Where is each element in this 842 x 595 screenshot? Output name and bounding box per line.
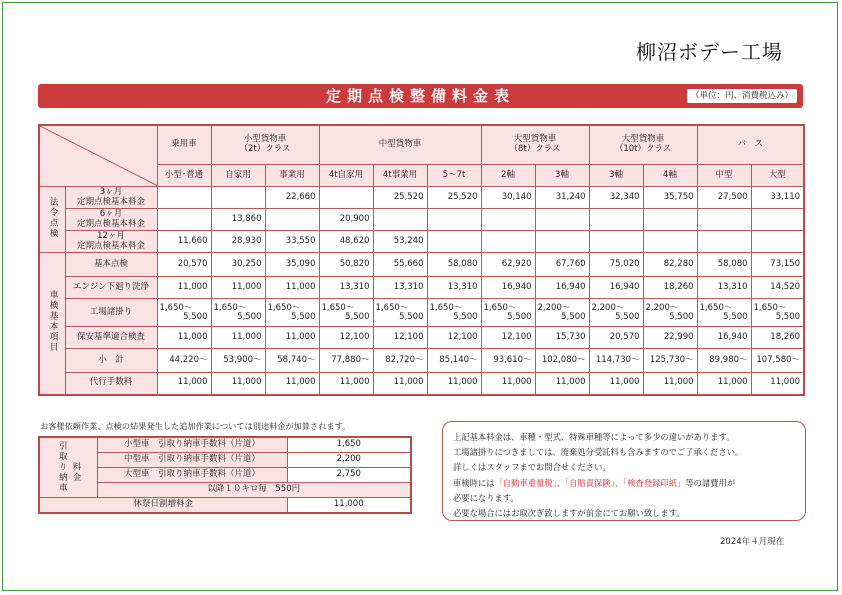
value-cell: 18,260 xyxy=(643,277,697,299)
value-cell xyxy=(481,209,535,231)
value-cell xyxy=(643,299,697,327)
value-cell: 16,940 xyxy=(535,277,589,299)
table-row xyxy=(39,231,804,253)
range-part: 2,200～ xyxy=(645,302,679,313)
header-large-8t-l1: 大型貨物車 xyxy=(513,134,557,145)
value-cell: 15,730 xyxy=(535,327,589,349)
value-cell: 11,000 xyxy=(535,373,589,395)
note-text: 等の諸費用が xyxy=(685,477,736,488)
value-cell xyxy=(751,209,804,231)
value-cell xyxy=(589,231,643,253)
value-cell: 44,220～ xyxy=(157,349,211,373)
value-cell: 18,260 xyxy=(751,327,804,349)
value-cell: 62,920 xyxy=(481,253,535,277)
value-cell: 14,520 xyxy=(751,277,804,299)
value-cell xyxy=(697,299,751,327)
fee-side-label-1: 引取り納車 xyxy=(57,441,68,494)
value-cell: 20,570 xyxy=(157,253,211,277)
value-cell: 20,900 xyxy=(319,209,373,231)
value-cell: 11,000 xyxy=(265,373,319,395)
fee-side-label-2: 料金 xyxy=(71,461,82,483)
row-label-line: 6ヶ月 xyxy=(99,209,123,220)
range-part: 5,500 xyxy=(669,311,694,322)
range-part: 2,200～ xyxy=(537,302,571,313)
header-passenger: 乗用車 xyxy=(157,125,211,164)
value-cell: 25,520 xyxy=(373,187,427,209)
value-cell: 22,660 xyxy=(265,187,319,209)
range-part: 5,500 xyxy=(723,311,748,322)
fee-extra: 以降１０キロ毎 550円 xyxy=(97,482,411,497)
value-cell: 16,940 xyxy=(481,277,535,299)
value-cell: 102,080～ xyxy=(535,349,589,373)
value-cell: 13,860 xyxy=(211,209,265,231)
subheader-cell: 4軸 xyxy=(643,164,697,186)
unit-note: （単位：円、消費税込み） xyxy=(687,89,797,103)
value-cell: 12,100 xyxy=(427,327,481,349)
subheader-cell: 自家用 xyxy=(211,164,265,186)
group-label-shaken-text: 車検基本項目 xyxy=(48,289,59,353)
value-cell xyxy=(265,209,319,231)
range-part: 1,650～ xyxy=(213,302,247,313)
row-label-line: 定期点検基本料金 xyxy=(76,240,145,251)
value-cell xyxy=(535,299,589,327)
subheader-cell: 小型･普通 xyxy=(157,164,211,186)
value-cell: 31,240 xyxy=(535,187,589,209)
note-line: 詳しくはスタッフまでお問合せください。 xyxy=(453,462,611,473)
value-cell: 11,000 xyxy=(265,277,319,299)
range-part: 1,650～ xyxy=(375,302,409,313)
value-cell xyxy=(373,299,427,327)
value-cell: 13,310 xyxy=(427,277,481,299)
value-cell: 53,900～ xyxy=(211,349,265,373)
range-part: 5,500 xyxy=(561,311,586,322)
value-cell: 85,140～ xyxy=(427,349,481,373)
value-cell: 75,020 xyxy=(589,253,643,277)
group-label-shaken xyxy=(39,253,65,395)
row-label-line: 3ヶ月 xyxy=(99,187,123,198)
shaken-section xyxy=(39,253,804,395)
range-part: 1,650～ xyxy=(753,302,787,313)
value-cell xyxy=(535,231,589,253)
range-part: 1,650～ xyxy=(699,302,733,313)
date-label: 2024年４月現在 xyxy=(720,537,785,547)
table-row xyxy=(39,277,804,299)
range-part: 2,200～ xyxy=(591,302,625,313)
value-cell xyxy=(211,299,265,327)
value-cell xyxy=(589,299,643,327)
table-corner-cell xyxy=(39,125,157,187)
title-bar xyxy=(38,84,803,108)
range-part: 1,650～ xyxy=(321,302,355,313)
value-cell: 16,940 xyxy=(589,277,643,299)
fee-row-label: 小型車 引取り納車手数料（片道） xyxy=(97,437,287,452)
legal-section xyxy=(39,187,804,253)
value-cell xyxy=(265,299,319,327)
range-part: 5,500 xyxy=(775,311,801,322)
value-cell: 11,000 xyxy=(157,373,211,395)
value-cell: 12,100 xyxy=(319,327,373,349)
header-large-truck-8t xyxy=(481,125,589,164)
row-label: エンジン下廻り洗浄 xyxy=(65,277,157,299)
value-cell xyxy=(481,231,535,253)
header-bus: バ ス xyxy=(697,125,804,164)
fee-row-value: 1,650 xyxy=(287,437,411,452)
value-cell xyxy=(157,209,211,231)
value-cell xyxy=(535,209,589,231)
note-line: 必要になります。 xyxy=(453,492,519,503)
subheader-cell: 5～7t xyxy=(427,164,481,186)
value-cell: 30,250 xyxy=(211,253,265,277)
value-cell: 53,240 xyxy=(373,231,427,253)
table-row xyxy=(39,209,804,231)
table-row xyxy=(39,349,804,373)
value-cell: 58,740～ xyxy=(265,349,319,373)
company-name: 柳沼ボデー工場 xyxy=(636,40,783,64)
range-part: 5,500 xyxy=(507,311,532,322)
header-large-10t-l2: （10t）クラス xyxy=(614,143,672,154)
value-cell: 12,100 xyxy=(481,327,535,349)
value-cell: 33,110 xyxy=(751,187,804,209)
diagonal-line xyxy=(40,126,157,186)
value-cell: 67,760 xyxy=(535,253,589,277)
value-cell: 11,000 xyxy=(589,373,643,395)
note-line: 上記基本料金は、車種・型式、特殊車種等によって多少の違いがあります。 xyxy=(453,432,735,442)
value-cell: 114,730～ xyxy=(589,349,643,373)
row-label-line: 12ヶ月 xyxy=(97,231,125,242)
subheader-cell: 4t自家用 xyxy=(319,164,373,186)
value-cell: 11,000 xyxy=(643,373,697,395)
value-cell: 11,000 xyxy=(373,373,427,395)
value-cell: 11,000 xyxy=(157,327,211,349)
subheader-cell: 中型 xyxy=(697,164,751,186)
row-label: 工場諸掛り xyxy=(65,299,157,327)
range-part: 5,500 xyxy=(345,311,370,322)
value-cell xyxy=(697,209,751,231)
value-cell: 13,310 xyxy=(319,277,373,299)
fee-row-value: 2,750 xyxy=(287,467,411,482)
pickup-fee-table xyxy=(38,436,412,514)
group-label-legal-text: 法令点検 xyxy=(48,196,59,239)
value-cell: 11,000 xyxy=(319,373,373,395)
value-cell xyxy=(319,187,373,209)
header-small-truck-l1: 小型貨物車 xyxy=(243,134,287,145)
value-cell: 11,000 xyxy=(697,373,751,395)
value-cell: 125,730～ xyxy=(643,349,697,373)
header-small-truck xyxy=(211,125,319,164)
value-cell xyxy=(157,299,211,327)
row-label xyxy=(65,231,157,253)
value-cell: 33,550 xyxy=(265,231,319,253)
note-text: 車検時には xyxy=(453,477,495,488)
subheader-cell: 大型 xyxy=(751,164,804,186)
value-cell xyxy=(697,231,751,253)
extra-work-note: お客様依頼作業、点検の結果発生した追加作業については別途料金が加算されます。 xyxy=(40,421,351,431)
row-label-line: 定期点検基本料金 xyxy=(76,218,145,229)
value-cell: 58,080 xyxy=(427,253,481,277)
page-title: 定期点検整備料金表 xyxy=(325,87,515,105)
value-cell xyxy=(427,231,481,253)
value-cell: 25,520 xyxy=(427,187,481,209)
value-cell: 16,940 xyxy=(697,327,751,349)
value-cell: 13,310 xyxy=(697,277,751,299)
notes-box xyxy=(442,421,806,521)
value-cell: 82,280 xyxy=(643,253,697,277)
range-part: 1,650～ xyxy=(267,302,301,313)
value-cell: 11,000 xyxy=(751,373,804,395)
value-cell: 11,000 xyxy=(427,373,481,395)
value-cell: 77,880～ xyxy=(319,349,373,373)
value-cell xyxy=(373,209,427,231)
header-large-truck-10t xyxy=(589,125,697,164)
range-part: 1,650～ xyxy=(159,302,193,313)
value-cell: 27,500 xyxy=(697,187,751,209)
fee-row-label: 中型車 引取り納車手数料（片道） xyxy=(97,452,287,467)
value-cell: 73,150 xyxy=(751,253,804,277)
header-small-truck-l2: （2t）クラス xyxy=(239,143,291,154)
range-part: 5,500 xyxy=(183,311,208,322)
value-cell xyxy=(427,209,481,231)
value-cell: 35,090 xyxy=(265,253,319,277)
subheader-cell: 事業用 xyxy=(265,164,319,186)
value-cell xyxy=(643,209,697,231)
table-row xyxy=(39,299,804,327)
value-cell xyxy=(751,231,804,253)
subheader-cell: 2軸 xyxy=(481,164,535,186)
value-cell: 107,580～ xyxy=(751,349,804,373)
group-label-legal xyxy=(39,187,65,253)
value-cell: 48,620 xyxy=(319,231,373,253)
subheader-cell: 3軸 xyxy=(535,164,589,186)
value-cell: 32,340 xyxy=(589,187,643,209)
range-part: 5,500 xyxy=(453,311,478,322)
value-cell xyxy=(589,209,643,231)
header-large-8t-l2: （8t）クラス xyxy=(509,143,561,154)
value-cell: 11,000 xyxy=(211,373,265,395)
value-cell xyxy=(751,299,804,327)
value-cell: 11,000 xyxy=(211,327,265,349)
holiday-value: 11,000 xyxy=(287,497,411,513)
subheader-cell: 3軸 xyxy=(589,164,643,186)
value-cell: 11,660 xyxy=(157,231,211,253)
value-cell: 50,820 xyxy=(319,253,373,277)
value-cell: 11,000 xyxy=(265,327,319,349)
range-part: 1,650～ xyxy=(429,302,463,313)
table-row xyxy=(39,253,804,277)
header-large-10t-l1: 大型貨物車 xyxy=(621,134,665,145)
holiday-label: 休祭日割増料金 xyxy=(39,497,287,513)
row-label xyxy=(65,209,157,231)
value-cell: 93,610～ xyxy=(481,349,535,373)
value-cell xyxy=(481,299,535,327)
value-cell: 55,660 xyxy=(373,253,427,277)
value-cell: 12,100 xyxy=(373,327,427,349)
note-line xyxy=(453,476,797,491)
range-part: 1,650～ xyxy=(483,302,517,313)
range-part: 5,500 xyxy=(615,311,640,322)
fee-row-value: 2,200 xyxy=(287,452,411,467)
value-cell: 30,140 xyxy=(481,187,535,209)
row-label: 代行手数料 xyxy=(65,373,157,395)
range-part: 5,500 xyxy=(291,311,316,322)
value-cell: 11,000 xyxy=(157,277,211,299)
value-cell xyxy=(319,299,373,327)
value-cell: 13,310 xyxy=(373,277,427,299)
value-cell: 82,720～ xyxy=(373,349,427,373)
row-label: 保安基準適合検査 xyxy=(65,327,157,349)
table-row xyxy=(39,373,804,395)
value-cell xyxy=(643,231,697,253)
subheader-cell: 4t事業用 xyxy=(373,164,427,186)
value-cell: 89,980～ xyxy=(697,349,751,373)
note-line: 必要な場合にはお取次ぎ致しますが前金にてお願い致します。 xyxy=(453,508,685,519)
range-part: 5,500 xyxy=(399,311,424,322)
value-cell xyxy=(427,299,481,327)
value-cell: 20,570 xyxy=(589,327,643,349)
value-cell: 28,930 xyxy=(211,231,265,253)
row-label xyxy=(65,187,157,209)
price-table xyxy=(38,124,805,396)
table-row xyxy=(39,187,804,209)
value-cell xyxy=(157,187,211,209)
note-line: 工場諸掛りにつきましては、廃棄処分受託料も含みますのでご了承ください。 xyxy=(453,447,744,458)
row-label: 基本点検 xyxy=(65,253,157,277)
fee-row-label: 大型車 引取り納車手数料（片道） xyxy=(97,467,287,482)
value-cell: 11,000 xyxy=(211,277,265,299)
note-red-text: 「自動車重量税」、「自賠責保険」、「検査登録印紙」 xyxy=(494,477,686,488)
row-label-line: 定期点検基本料金 xyxy=(76,196,145,207)
value-cell: 22,990 xyxy=(643,327,697,349)
value-cell: 11,000 xyxy=(481,373,535,395)
range-part: 5,500 xyxy=(237,311,262,322)
table-row xyxy=(39,327,804,349)
header-medium-truck: 中型貨物車 xyxy=(319,125,481,164)
value-cell xyxy=(211,187,265,209)
row-label: 小 計 xyxy=(65,349,157,373)
value-cell: 35,750 xyxy=(643,187,697,209)
fee-side-label xyxy=(39,437,97,497)
value-cell: 58,080 xyxy=(697,253,751,277)
